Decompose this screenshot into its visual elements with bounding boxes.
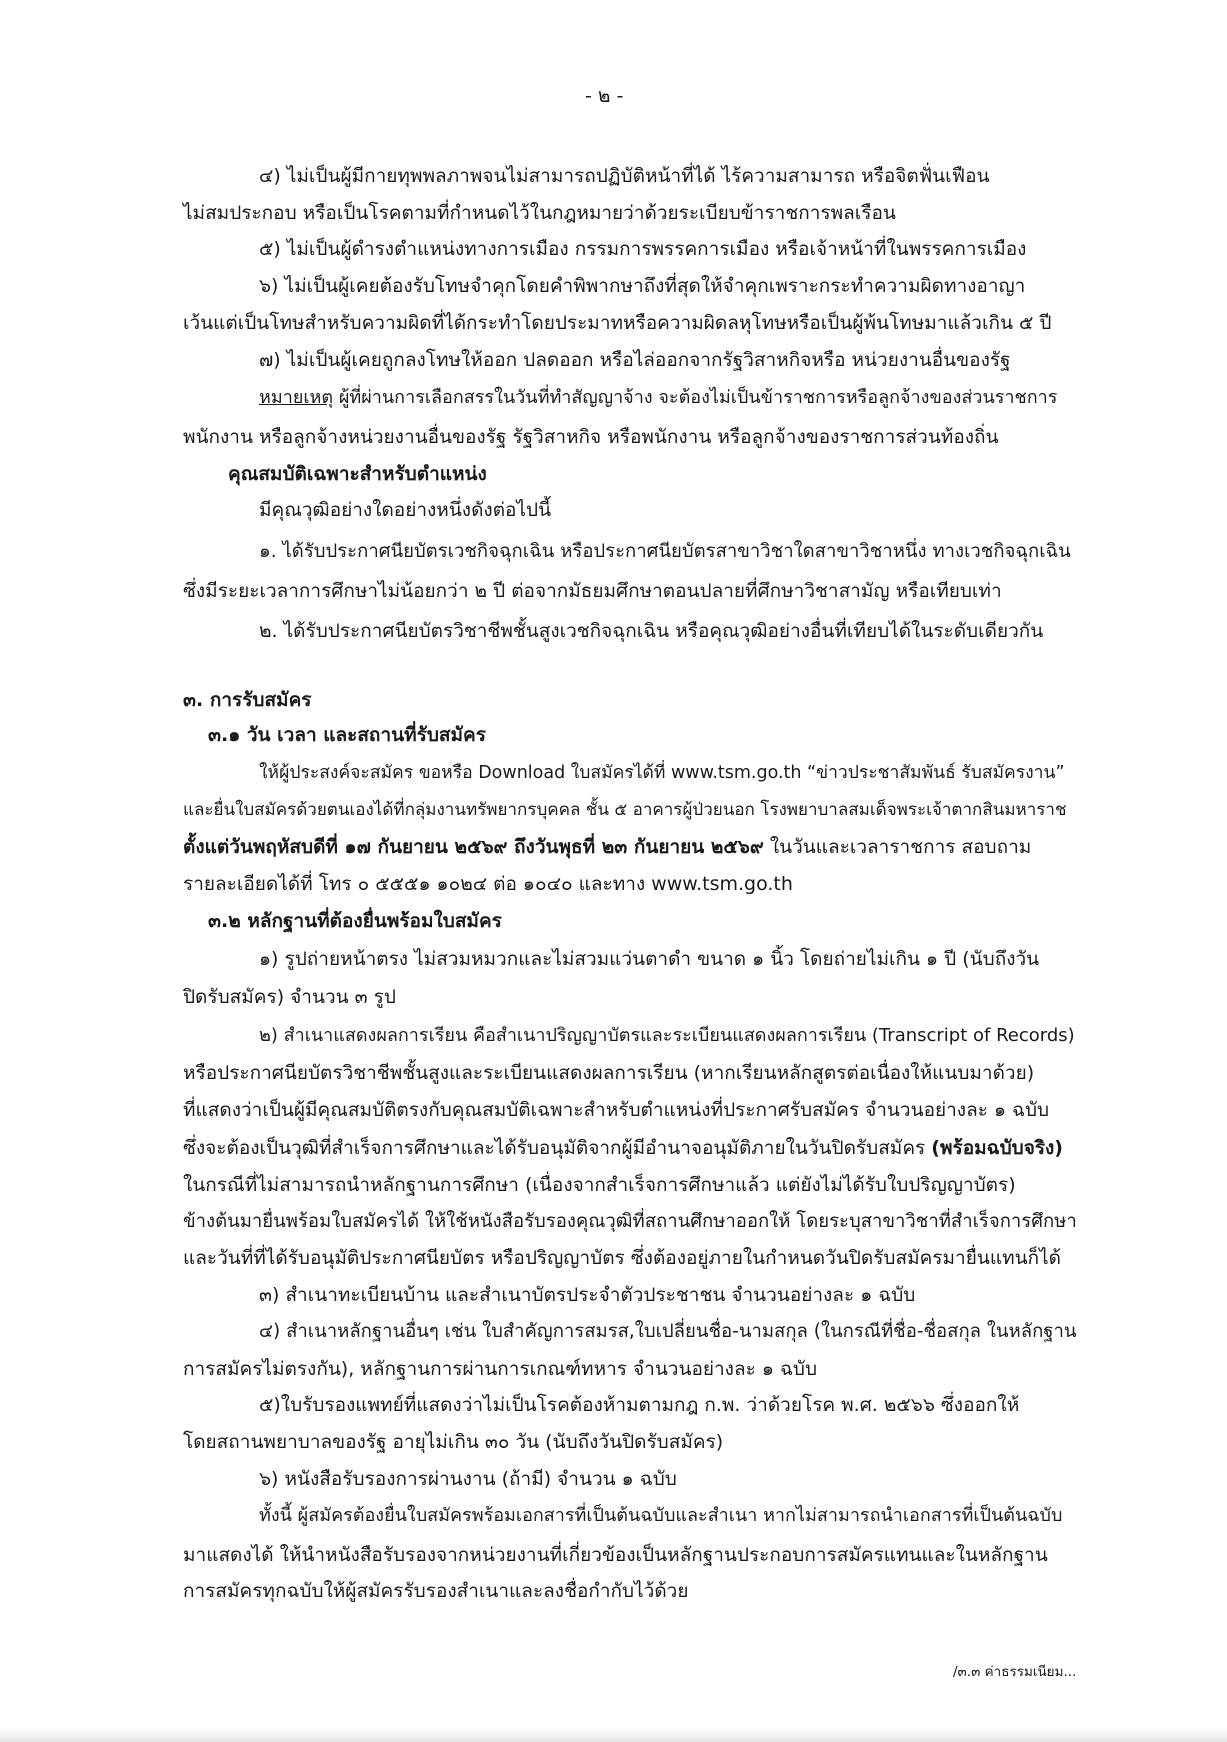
specific-item-2: ๒. ได้รับประกาศนียบัตรวิชาชีพชั้นสูงเวชกิจฉุกเฉิน หรือคุณวุฒิอย่างอื่นที่เทียบได้ในระดับเดียวกัน — [259, 620, 1044, 642]
s31-line-2: และยื่นใบสมัครด้วยตนเองได้ที่กลุ่มงานทรัพยากรบุคคล ชั้น ๕ อาคารผู้ป่วยนอก โรงพยาบาลสมเด็จพระเจ้าตากสินมหาราช — [183, 800, 1067, 820]
doc-item-2-line-6: ข้างต้นมายื่นพร้อมใบสมัครได้ ให้ใช้หนังสือรับรองคุณวุฒิที่สถานศึกษาออกให้ โดยระบุสาขาวิชาที่สำเร็จการศึกษา — [183, 1211, 1077, 1232]
doc-item-2-line-7: และวันที่ที่ได้รับอนุมัติประกาศนียบัตร หรือปริญญาบัตร ซึ่งต้องอยู่ภายในกำหนดวันปิดรับสมัครมายื่นแทนก็ได้ — [183, 1247, 1061, 1269]
note-text: ผู้ที่ผ่านการเลือกสรรในวันที่ทำสัญญาจ้าง จะต้องไม่เป็นข้าราชการหรือลูกจ้างของส่วนราชการ — [333, 387, 1058, 408]
qualification-item-4-cont: ไม่สมประกอบ หรือเป็นโรคตามที่กำหนดไว้ในกฎหมายว่าด้วยระเบียบข้าราชการพลเรือน — [183, 202, 896, 224]
doc-item-5-cont: โดยสถานพยาบาลของรัฐ อายุไม่เกิน ๓๐ วัน (นับถึงวันปิดรับสมัคร) — [183, 1431, 724, 1453]
doc-item-3: ๓) สำเนาทะเบียนบ้าน และสำเนาบัตรประจำตัวประชาชน จำนวนอย่างละ ๑ ฉบับ — [259, 1284, 916, 1306]
section-3-2-heading: ๓.๒ หลักฐานที่ต้องยื่นพร้อมใบสมัคร — [208, 910, 502, 932]
doc-item-2-line-3: ที่แสดงว่าเป็นผู้มีคุณสมบัติตรงกับคุณสมบัติเฉพาะสำหรับตำแหน่งที่ประกาศรับสมัคร จำนวนอย่างละ ๑ ฉบับ — [183, 1099, 1050, 1121]
doc-item-2-line-4-text: ซึ่งจะต้องเป็นวุฒิที่สำเร็จการศึกษาและได้รับอนุมัติจากผู้มีอำนาจอนุมัติภายในวันปิดรับสมัคร — [183, 1137, 932, 1159]
application-period-rest: ในวันและเวลาราชการ สอบถาม — [763, 836, 1032, 858]
s31-line-1: ให้ผู้ประสงค์จะสมัคร ขอหรือ Download ใบสมัครได้ที่ www.tsm.go.th “ข่าวประชาสัมพันธ์ รับสมัครงาน” — [259, 763, 1065, 783]
note-cont: พนักงาน หรือลูกจ้างหน่วยงานอื่นของรัฐ รัฐวิสาหกิจ หรือพนักงาน หรือลูกจ้างของราชการส่วนท้องถิ่น — [183, 426, 999, 448]
qualification-item-7: ๗) ไม่เป็นผู้เคยถูกลงโทษให้ออก ปลดออก หรือไล่ออกจากรัฐวิสาหกิจหรือ หน่วยงานอื่นของรัฐ — [259, 349, 1011, 371]
doc-item-2-line-4 — [183, 1134, 1063, 1162]
original-required-note: (พร้อมฉบับจริง) — [931, 1137, 1063, 1159]
page-number: - ๒ - — [585, 85, 624, 107]
specific-item-1: ๑. ได้รับประกาศนียบัตรเวชกิจฉุกเฉิน หรือประกาศนียบัตรสาขาวิชาใดสาขาวิชาหนึ่ง ทางเวชกิจฉุกเฉิน — [259, 541, 1071, 562]
note-line — [259, 384, 1057, 412]
section-3-1-heading: ๓.๑ วัน เวลา และสถานที่รับสมัคร — [208, 724, 486, 746]
footer-paragraph-line-3: การสมัครทุกฉบับให้ผู้สมัครรับรองสำเนาและลงชื่อกำกับไว้ด้วย — [183, 1580, 689, 1602]
qualification-item-5: ๕) ไม่เป็นผู้ดำรงตำแหน่งทางการเมือง กรรมการพรรคการเมือง หรือเจ้าหน้าที่ในพรรคการเมือง — [259, 238, 1027, 260]
continuation-marker: /๓.๓ ค่าธรรมเนียม... — [953, 1664, 1077, 1680]
footer-paragraph-line-1: ทั้งนี้ ผู้สมัครต้องยื่นใบสมัครพร้อมเอกสารที่เป็นต้นฉบับและสำเนา หากไม่สามารถนำเอกสารที่เป็นต้นฉบับ — [259, 1505, 1063, 1526]
doc-item-2: ๒) สำเนาแสดงผลการเรียน คือสำเนาปริญญาบัตรและระเบียนแสดงผลการเรียน (Transcript of Records) — [259, 1025, 1075, 1046]
note-label: หมายเหตุ — [259, 387, 334, 408]
qualification-item-6-cont: เว้นแต่เป็นโทษสำหรับความผิดที่ได้กระทำโดยประมาทหรือความผิดลหุโทษหรือเป็นผู้พ้นโทษมาแล้วเกิน ๕ ปี — [183, 312, 1052, 334]
doc-item-4: ๔) สำเนาหลักฐานอื่นๆ เช่น ใบสำคัญการสมรส,ใบเปลี่ยนชื่อ-นามสกุล (ในกรณีที่ชื่อ-ชื่อสกุล ในหลักฐาน — [259, 1321, 1077, 1342]
doc-item-2-line-5: ในกรณีที่ไม่สามารถนำหลักฐานการศึกษา (เนื่องจากสำเร็จการศึกษาแล้ว แต่ยังไม่ได้รับใบปริญญาบัตร) — [183, 1174, 1016, 1196]
doc-item-4-cont: การสมัครไม่ตรงกัน), หลักฐานการผ่านการเกณฑ์ทหาร จำนวนอย่างละ ๑ ฉบับ — [183, 1358, 818, 1380]
qualification-item-4: ๔) ไม่เป็นผู้มีกายทุพพลภาพจนไม่สามารถปฏิบัติหน้าที่ได้ ไร้ความสามารถ หรือจิตฟั่นเฟือน — [259, 165, 990, 187]
doc-item-1: ๑) รูปถ่ายหน้าตรง ไม่สวมหมวกและไม่สวมแว่นตาดำ ขนาด ๑ นิ้ว โดยถ่ายไม่เกิน ๑ ปี (นับถึงวัน — [259, 948, 1040, 970]
doc-item-6: ๖) หนังสือรับรองการผ่านงาน (ถ้ามี) จำนวน ๑ ฉบับ — [259, 1468, 677, 1490]
scan-edge-shadow — [0, 1728, 1227, 1742]
application-period: ตั้งแต่วันพฤหัสบดีที่ ๑๗ กันยายน ๒๕๖๙ ถึงวันพุธที่ ๒๓ กันยายน ๒๕๖๙ — [183, 836, 764, 858]
specific-intro: มีคุณวุฒิอย่างใดอย่างหนึ่งดังต่อไปนี้ — [259, 499, 552, 521]
application-heading: ๓. การรับสมัคร — [183, 689, 312, 711]
s31-line-3 — [183, 833, 1031, 861]
s31-line-4: รายละเอียดได้ที่ โทร ๐ ๕๕๕๑ ๑๐๒๔ ต่อ ๑๐๔๐ และทาง www.tsm.go.th — [183, 873, 793, 895]
doc-item-2-line-2: หรือประกาศนียบัตรวิชาชีพชั้นสูงและระเบียนแสดงผลการเรียน (หากเรียนหลักสูตรต่อเนื่องให้แนบมาด้วย) — [183, 1062, 1035, 1084]
doc-item-1-cont: ปิดรับสมัคร) จำนวน ๓ รูป — [183, 986, 396, 1008]
specific-item-1-cont: ซึ่งมีระยะเวลาการศึกษาไม่น้อยกว่า ๒ ปี ต่อจากมัธยมศึกษาตอนปลายที่ศึกษาวิชาสามัญ หรือเทียบเท่า — [183, 580, 1002, 602]
doc-item-5: ๕)ใบรับรองแพทย์ที่แสดงว่าไม่เป็นโรคต้องห้ามตามกฎ ก.พ. ว่าด้วยโรค พ.ศ. ๒๕๖๖ ซึ่งออกให้ — [259, 1394, 1020, 1416]
qualification-item-6: ๖) ไม่เป็นผู้เคยต้องรับโทษจำคุกโดยคำพิพากษาถึงที่สุดให้จำคุกเพราะกระทำความผิดทางอาญา — [259, 275, 1026, 297]
specific-heading: คุณสมบัติเฉพาะสำหรับตำแหน่ง — [228, 463, 487, 485]
footer-paragraph-line-2: มาแสดงได้ ให้นำหนังสือรับรองจากหน่วยงานที่เกี่ยวข้องเป็นหลักฐานประกอบการสมัครแทนและในหลักฐาน — [183, 1544, 1048, 1566]
